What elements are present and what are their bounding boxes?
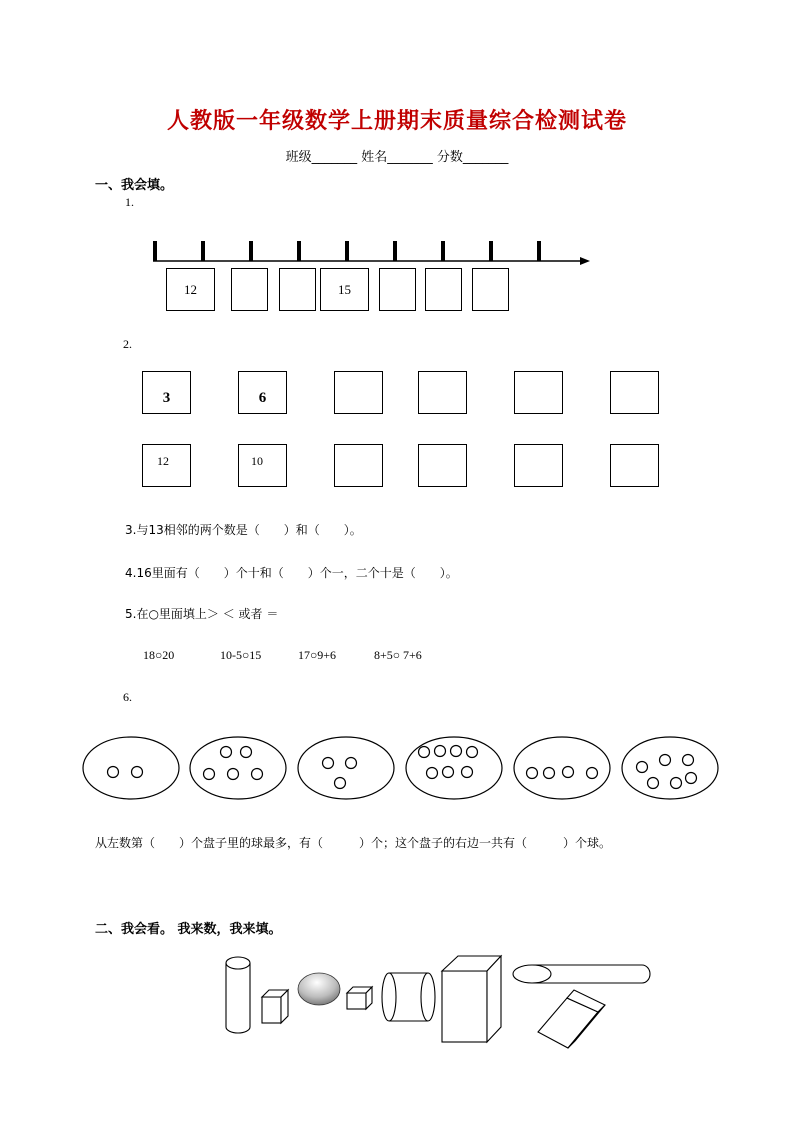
small-cube-shape-1 — [262, 990, 288, 1023]
cylinder-sideways-shape — [382, 973, 435, 1021]
q2-row1-box-1[interactable]: 3 — [142, 371, 191, 414]
small-cube-shape-2 — [347, 987, 372, 1009]
q5-item-3[interactable]: 17○9+6 — [298, 648, 337, 662]
long-cylinder-shape — [513, 965, 650, 983]
q5-item-4[interactable]: 8+5○ 7+6 — [374, 648, 422, 662]
q5-item-2[interactable]: 10-5○15 — [220, 648, 262, 662]
q2-row1-box-2[interactable]: 6 — [238, 371, 287, 414]
q1-box-4[interactable]: 15 — [320, 268, 369, 311]
tilted-cuboid-shape — [538, 990, 605, 1048]
q5-prompt: 5.在○里面填上＞ ＜ 或者 ＝ — [125, 607, 279, 621]
student-info-line: 班级_______ 姓名_______ 分数_______ — [285, 150, 509, 165]
q1-number: 1. — [125, 195, 134, 209]
sphere-shape — [298, 973, 340, 1005]
cylinder-upright-shape — [226, 957, 250, 1033]
q5-item-1[interactable]: 18○20 — [143, 648, 175, 662]
q2-number: 2. — [123, 337, 132, 351]
section2-heading: 二、我会看。 我来数，我来填。 — [95, 922, 282, 937]
q6-number: 6. — [123, 690, 132, 704]
page-title: 人教版一年级数学上册期末质量综合检测试卷 — [166, 108, 627, 134]
q2-row2-box-1[interactable]: 12 — [142, 444, 191, 487]
q4-text: 4.16里面有（ ）个十和（ ）个一，二个十是（ ）。 — [125, 566, 458, 580]
section1-heading: 一、我会填。 — [95, 178, 174, 193]
q6-question: 从左数第（ ）个盘子里的球最多，有（ ）个；这个盘子的右边一共有（ ）个球。 — [95, 836, 612, 850]
q2-row2-box-2[interactable]: 10 — [238, 444, 287, 487]
q1-box-1[interactable]: 12 — [166, 268, 215, 311]
q3-text: 3.与13相邻的两个数是（ ）和（ ）。 — [125, 523, 362, 537]
tall-cuboid-shape — [442, 956, 501, 1042]
